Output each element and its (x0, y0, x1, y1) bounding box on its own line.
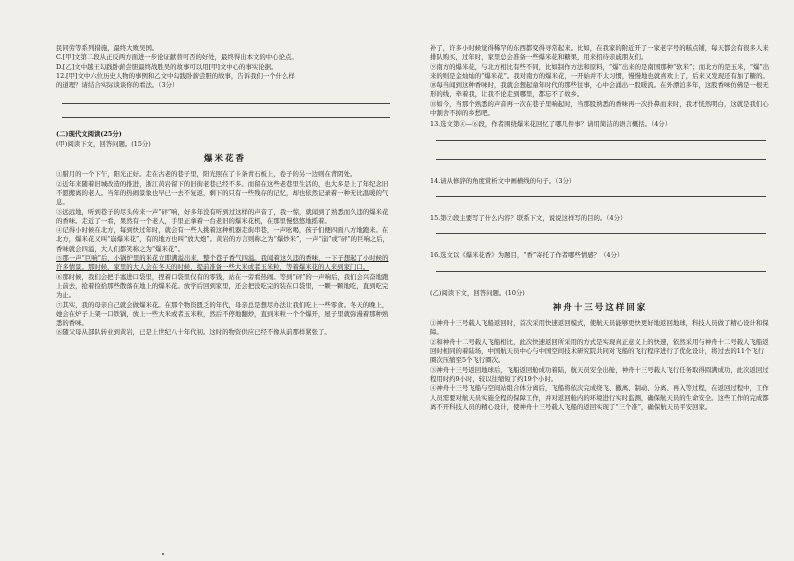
question-14: 14.请从修辞的角度赏析文中画横线的句子。（3分） (430, 176, 576, 185)
answer-lines-14 (430, 195, 770, 197)
answer-lines-13 (430, 139, 770, 160)
essay-paragraph: 补了，许多小时候觉得稀罕的东西都变得寻常起来。比如，在我家的附近开了一家老字号的糕点铺，每天都会有很多人来排队购买，过年时，家里总会准备一些爆米花和糖果，用来招待亲戚朋友们。 (430, 44, 769, 62)
article-title: 神舟十三号这样回家 (552, 302, 648, 313)
section-heading: (二)现代文阅读(25分) (56, 130, 122, 139)
answer-lines-12 (56, 102, 394, 118)
answer-line (62, 116, 390, 118)
article-paragraph: ②和神舟十二号载人飞船相比，此次快速返回所采用的方式是实现真正意义上的快速，依然采用与神舟十二号载人飞船返回时相同的着陆场，中国航天员中心与中国空间技术研究院共同对飞船的飞行程序进行了优化设计，将过去的11个飞行圈次压缩至5个飞行圈次。 (430, 337, 769, 365)
essay-paragraph: ⑨南方的爆米花，与北方相比有些不同，比如制作方法和原料，“爆”出来的是南国那种“软米”；而北方的是玉米，“爆”出来的则是金灿灿的“爆米花”。我对南方的爆米花，一开始并不太习惯，慢慢地也就喜欢上了，后来又发现还有加了糖的。 (430, 62, 770, 80)
essay-paragraph: ⑦其实，我的母亲自己就会做爆米花。在那个物资匮乏的年代，母亲总是想尽办法让我们吃上一些零食。冬天的晚上，她会在炉子上架一口铁锅，放上一些大米或者玉米粒，然后不停地翻炒，直到米粒一个个爆开，屋子里就弥漫着那种熟悉的香味。 (56, 300, 389, 328)
essay-title: 爆米花香 (203, 154, 246, 165)
right-page (430, 0, 770, 561)
essay-paragraph: ③远远地，听到巷子的尽头传来一声“砰”响，好多年没有听到过这样的声音了，我一惊，就闻到了熟悉而久违的爆米花的香味。走近了一看，果然有一个老人，手里正拿着一台老旧的爆米花机，在那里慢悠悠地摇着。 (56, 207, 389, 225)
question-13: 13.选文第④—⑥段，作者围绕爆米花回忆了哪几件事？请用简洁的语言概括。（4分） (430, 120, 672, 129)
answer-lines-16 (430, 270, 770, 272)
article-paragraph: ③神舟十三号返回地球后，飞船返回舱成功着陆，航天员安全出舱，神舟十三号载人飞行任务取得圆满成功，此次返回过程用时约9小时，较以往缩短了约19个小时。 (430, 365, 769, 383)
essay-paragraph: ⑩每当闻到这种香味时，我就会想起童年时代的那些往事，心中会涌出一股暖流。在外漂泊多年，这股香味仿佛是一根无形的线，牵着我，让我不论走到哪里，都忘不了故乡。 (430, 81, 769, 99)
answer-line (62, 102, 390, 104)
section-subheading: (甲)阅读下文，回答问题。(15分) (56, 139, 151, 148)
option-d: D.[乙]文中越王勾践卧薪尝胆最终战胜吴的故事可以用[甲]文中心的事实论据。 (56, 62, 278, 71)
essay-paragraph: ①腊月的一个下午，阳光正好。走在古老的巷子里，阳光照在了卡条青石板上，卷子的另一边则在背阴处。 (56, 170, 357, 179)
option-line: 民同劳等系列措施，最终大败吴国。 (56, 44, 159, 52)
question-12: 12.[甲]文中六位历史人物的事例和乙文中勾践卧薪尝胆的故事，告诉我们一个什么样 (56, 71, 295, 80)
essay-paragraph-underlined: ⑤那一声“巨响”后，小锅炉里的米花立即满溢出来，整个巷子香气四溢。我闻着这久违的香味，一下子想起了小时候的许多情景。那时候，家里的大人会在冬天的时候，提前准备一些大米或者玉米粒，等着爆米花的人来到家门口。 (56, 254, 389, 272)
answer-line (436, 195, 766, 197)
article-paragraph: ①神舟十三号载人飞船返回时，首次采用快速返回模式，使航天员能够更快更好地返回地球，科技人员做了精心设计和保障。 (430, 319, 769, 337)
essay-paragraph: ⑪如今，当那个熟悉的声音再一次在巷子里响起时，当那股熟悉的香味再一次扑鼻而来时，我才恍然明白，这就是我们心中割舍不掉的乡愁吧。 (430, 99, 769, 118)
left-page (56, 0, 394, 561)
essay-paragraph: ⑧随父母从部队转业到黄岩，已是上世纪八十年代初。这时的物资供应已经不像从前那样紧张了。 (56, 328, 331, 337)
answer-line (436, 232, 766, 234)
answer-line (436, 139, 766, 141)
question-16: 16.选文以《爆米花香》为题目，“香”寄托了作者哪些情感？（4分） (430, 251, 624, 260)
essay-paragraph: ②近年来随着旧城改造的推进，浙江黄岩留下的旧街老巷已经不多。而留在这些老巷里生活的，也大多是上了年纪念旧不愿搬离的老人。当年的热闹景象也早已一去不复返，剩下的只有一些残存的记忆，却也依然记录着一种无比温暖的气息。 (56, 179, 389, 207)
answer-line (436, 158, 766, 160)
section-b-heading: (乙)阅读下文，回答问题。(10分) (430, 288, 525, 297)
answer-lines-15 (430, 232, 770, 234)
essay-paragraph: ⑥那时候，我们会把手塞进口袋里，捏着口袋里仅有的零钱，站在一旁看热闹。等到“砰”的一声响后，我们会兴奋地跑上前去，抢着捡拾那些散落在地上的爆米花。放学后回到家里，还会把没吃完的装在口袋里，一颗一颗地吃，直到吃完为止。 (56, 272, 389, 300)
option-c: C.[甲]文第二段从正反两方面进一步论证献替可否的好处，最终得出本文的中心论点。 (56, 53, 298, 62)
answer-line (436, 270, 766, 272)
question-12-cont: 的道理？请结合实际谈谈你的看法。（3分） (56, 81, 179, 90)
article-paragraph: ④神舟十三号飞船与空间站组合体分离后，飞船将依次完成绕飞、撤离、制动、分离、再入等过程，在返回过程中，工作人员需要对航天员实施全程的保障工作，并对返回舱内的环境进行实时监测，确保航天员的生命安全。这些工作的完成都离不开科技人员的精心设计，使神舟十三号载人飞船的返回实现了“三个准”，确保航天员平安回家。 (430, 384, 769, 411)
scan-dot (162, 553, 164, 555)
essay-paragraph: ④记得小时候在北方，每到快过年时，就会有一些人挑着这种机器走街串巷，一声吆喝，孩子们便四面八方地跑来。在北方，爆米花又叫“崩爆米花”，有的地方也叫“放大炮”。黄岩的方言则称之为“爆炒米”，一声“崩”或“砰”的巨响之后，香味就会四溢，大人们都笑称之为“爆米花”。 (56, 226, 390, 253)
question-15: 15.第⑦段主要写了什么内容？联系下文，说说这样写的目的。（4分） (430, 213, 627, 222)
